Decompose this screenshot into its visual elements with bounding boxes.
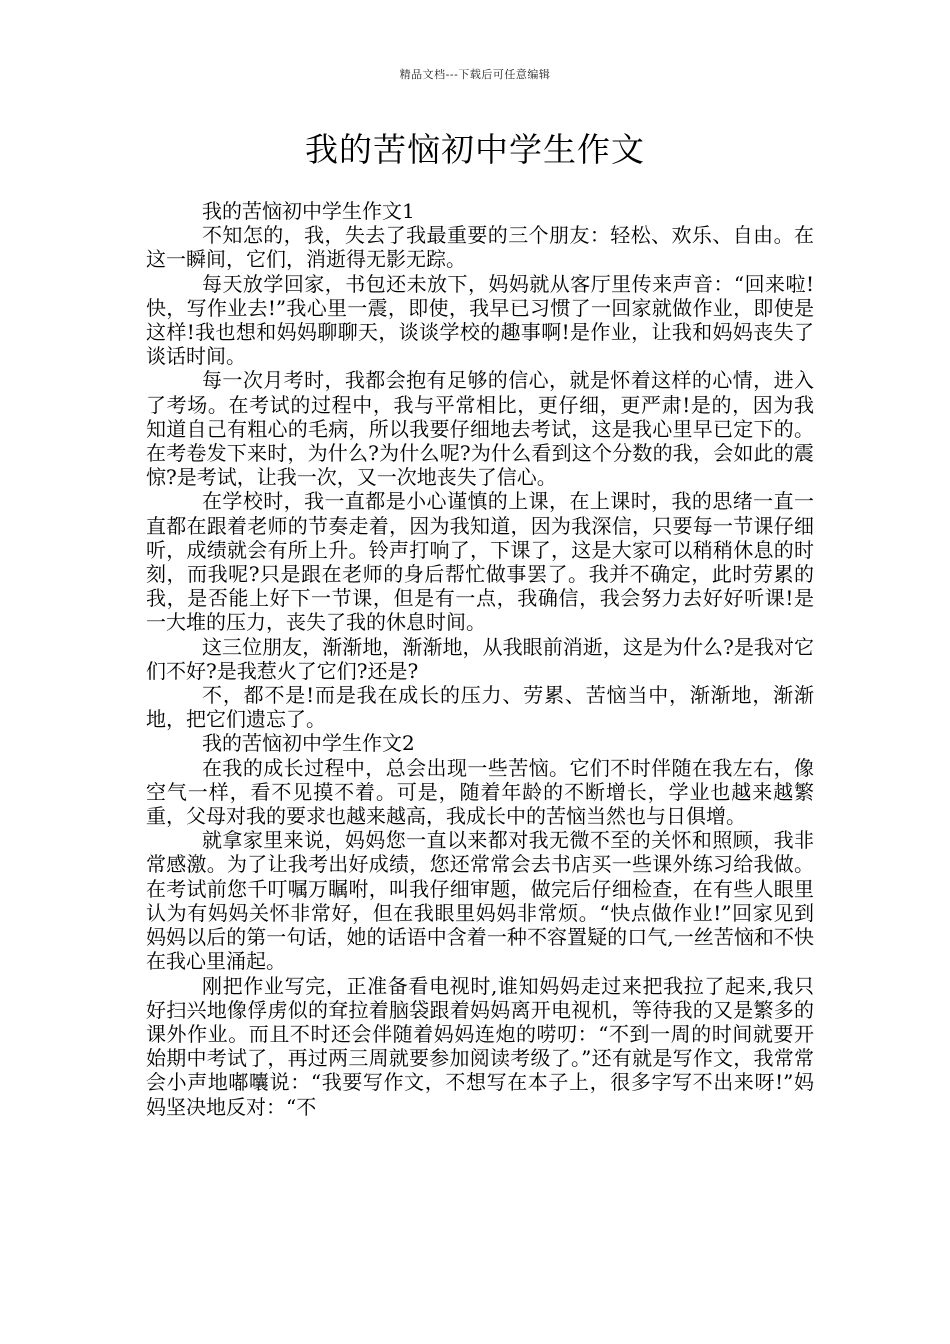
paragraph: 不，都不是!而是我在成长的压力、劳累、苦恼当中，渐渐地，渐渐地，把它们遗忘了。 — [146, 683, 814, 732]
essay-1-heading: 我的苦恼初中学生作文1 — [202, 199, 415, 223]
paragraph: 在我的成长过程中，总会出现一些苦恼。它们不时伴随在我左右，像空气一样，看不见摸不着。可是，随着年龄的不断增长，学业也越来越繁重，父母对我的要求也越来越高，我成长中的苦恼当然也与日俱增。 — [146, 755, 814, 829]
essay-2-heading: 我的苦恼初中学生作文2 — [202, 731, 415, 756]
paragraph: 就拿家里来说，妈妈您一直以来都对我无微不至的关怀和照顾，我非常感激。为了让我考出好成绩，您还常常会去书店买一些课外练习给我做。在考试前您千叮嘱万瞩咐，叫我仔细审题，做完后仔细检查，在有些人眼里认为有妈妈关怀非常好，但在我眼里妈妈非常烦。“快点做作业!”回家见到妈妈以后的第一句话，她的话语中含着一种不容置疑的口气,一丝苦恼和不快在我心里涌起。 — [146, 828, 814, 974]
paragraph: 在学校时，我一直都是小心谨慎的上课，在上课时，我的思绪一直一直都在跟着老师的节奏走着，因为我知道，因为我深信，只要每一节课仔细听，成绩就会有所上升。铃声打响了，下课了，这是大家可以稍稍休息的时刻，而我呢?只是跟在老师的身后帮忙做事罢了。我并不确定，此时劳累的我，是否能上好下一节课，但是有一点，我确信，我会努力去好好听课!是一大堆的压力，丧失了我的休息时间。 — [146, 489, 814, 635]
header-note: 精品文档---下载后可任意编辑 — [399, 68, 551, 81]
document-body — [146, 199, 814, 1119]
document-title: 我的苦恼初中学生作文 — [305, 130, 645, 169]
paragraph: 刚把作业写完，正准备看电视时,谁知妈妈走过来把我拉了起来,我只好扫兴地像俘虏似的耷拉着脑袋跟着妈妈离开电视机，等待我的又是繁多的课外作业。而且不时还会伴随着妈妈连炮的唠叨：“不到一周的时间就要开始期中考试了，再过两三周就要参加阅读考级了。”还有就是写作文，我常常会小声地嘟囔说：“我要写作文，不想写在本子上，很多字写不出来呀!”妈妈坚决地反对：“不 — [146, 973, 814, 1119]
paragraph: 每天放学回家，书包还未放下，妈妈就从客厅里传来声音：“回来啦!快，写作业去!”我心里一震，即使，我早已习惯了一回家就做作业，即使是这样!我也想和妈妈聊聊天，谈谈学校的趣事啊!是作业，让我和妈妈丧失了谈话时间。 — [146, 271, 814, 369]
paragraph: 这三位朋友，渐渐地，渐渐地，从我眼前消逝，这是为什么?是我对它们不好?是我惹火了它们?还是? — [146, 634, 814, 683]
paragraph: 每一次月考时，我都会抱有足够的信心，就是怀着这样的心情，进入了考场。在考试的过程中，我与平常相比，更仔细，更严肃!是的，因为我知道自己有粗心的毛病，所以我要仔细地去考试，这是我心里早已定下的。在考卷发下来时，为什么?为什么呢?为什么看到这个分数的我，会如此的震惊?是考试，让我一次，又一次地丧失了信心。 — [146, 368, 814, 490]
paragraph: 不知怎的，我，失去了我最重要的三个朋友：轻松、欢乐、自由。在这一瞬间，它们，消逝得无影无踪。 — [146, 223, 814, 272]
